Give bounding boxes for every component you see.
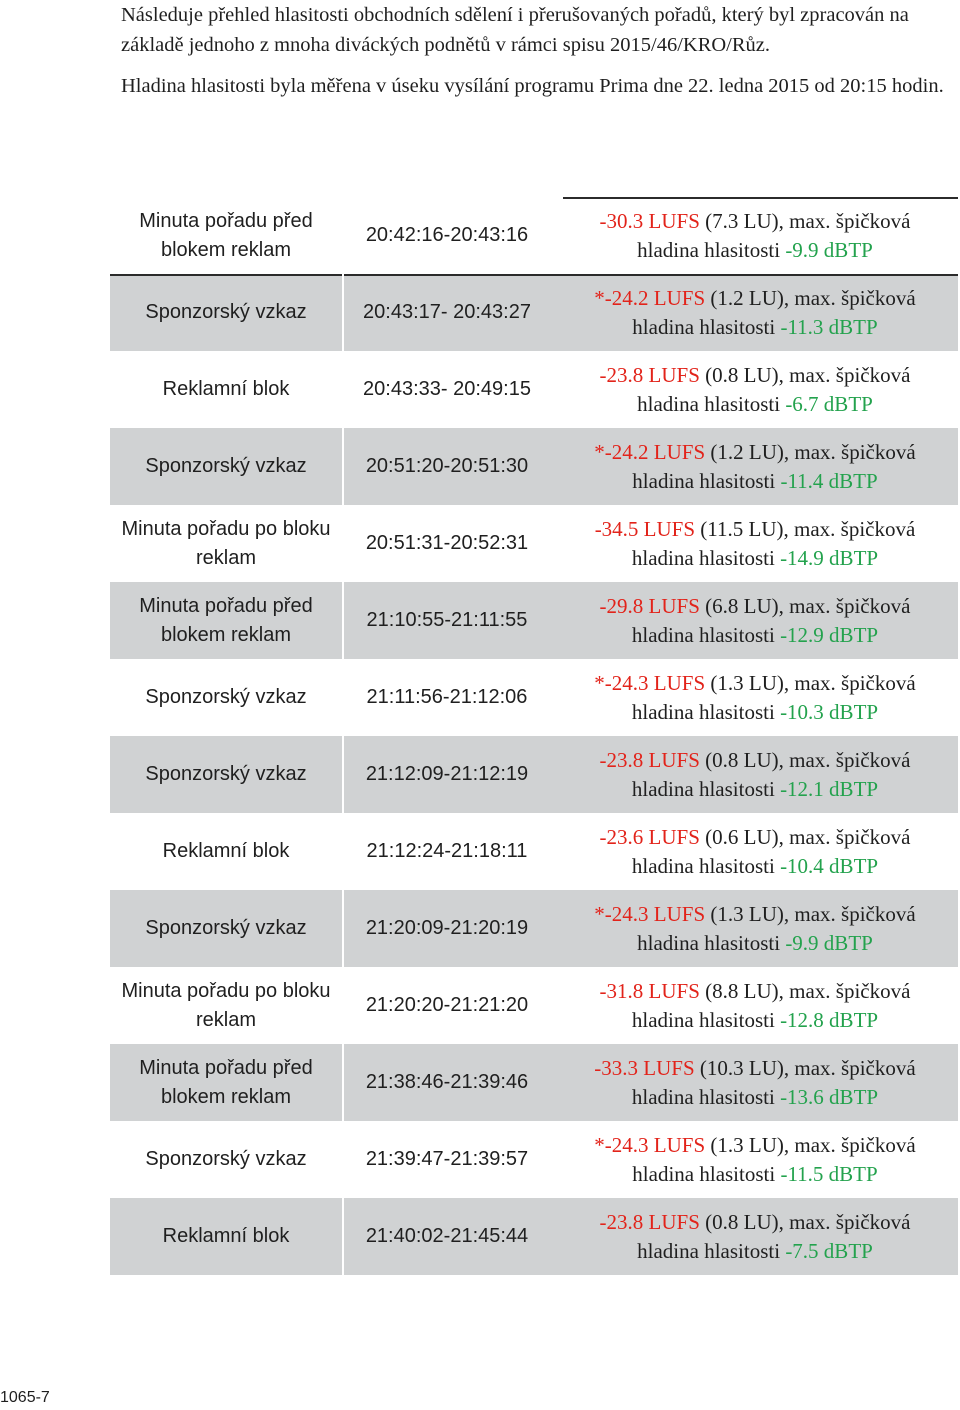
row-loudness <box>552 967 958 1044</box>
peak-value: -12.1 dBTP <box>780 776 879 801</box>
lu-text: (10.3 LU), max. špičková <box>694 1055 916 1080</box>
lu-text: (1.3 LU), max. špičková <box>705 670 916 695</box>
row-label: Sponzorský vzkaz <box>145 455 307 477</box>
row-loudness <box>552 428 958 505</box>
table-row <box>110 967 958 1044</box>
row-loudness <box>552 351 958 428</box>
row-time-range: 20:42:16-20:43:16 <box>365 224 529 246</box>
lufs-value: *-24.3 LUFS <box>594 1132 706 1157</box>
row-label: Reklamní blok <box>162 378 290 400</box>
peak-label: hladina hlasitosti <box>632 1161 781 1186</box>
row-loudness <box>552 1198 958 1275</box>
lufs-value: *-24.3 LUFS <box>594 901 706 926</box>
row-loudness <box>552 813 958 890</box>
peak-label: hladina hlasitosti <box>631 699 781 724</box>
lu-text: (11.5 LU), max. špičková <box>695 516 916 541</box>
peak-label: hladina hlasitosti <box>631 1084 781 1109</box>
row-loudness <box>552 505 958 582</box>
lufs-value: *-24.2 LUFS <box>594 285 706 310</box>
lu-text: (0.8 LU), max. špičková <box>699 747 911 772</box>
row-label: Sponzorský vzkaz <box>145 917 307 939</box>
lufs-value: -34.5 LUFS <box>594 516 696 541</box>
peak-label: hladina hlasitosti <box>631 622 781 647</box>
peak-label: hladina hlasitosti <box>632 314 781 339</box>
lufs-value: -23.8 LUFS <box>599 362 700 387</box>
row-time-range: 21:20:20-21:21:20 <box>365 994 529 1016</box>
table-row <box>110 428 958 505</box>
row-loudness <box>552 659 958 736</box>
peak-value: -12.9 dBTP <box>780 622 879 647</box>
row-label: Sponzorský vzkaz <box>145 301 307 323</box>
lufs-value: *-24.3 LUFS <box>594 670 706 695</box>
peak-value: -10.4 dBTP <box>780 853 879 878</box>
loudness-table <box>110 197 958 1275</box>
page-number: 1065-7 <box>0 1389 50 1406</box>
lu-text: (0.8 LU), max. špičková <box>699 362 911 387</box>
peak-label: hladina hlasitosti <box>632 468 781 493</box>
row-label: Sponzorský vzkaz <box>145 686 307 708</box>
lu-text: (0.8 LU), max. špičková <box>699 1209 911 1234</box>
row-time-range: 20:51:31-20:52:31 <box>365 532 529 554</box>
lu-text: (1.3 LU), max. špičková <box>705 1132 916 1157</box>
table-row <box>110 659 958 736</box>
row-loudness <box>552 736 958 813</box>
lufs-value: -29.8 LUFS <box>599 593 700 618</box>
row-time-range: 20:43:33- 20:49:15 <box>363 378 531 400</box>
table-row <box>110 197 958 274</box>
row-loudness <box>552 197 958 274</box>
table-row <box>110 1198 958 1275</box>
row-time-range: 20:43:17- 20:43:27 <box>363 301 531 323</box>
table-row <box>110 1044 958 1121</box>
lufs-value: -31.8 LUFS <box>599 978 700 1003</box>
peak-value: -11.3 dBTP <box>780 314 878 339</box>
peak-value: -7.5 dBTP <box>785 1238 873 1263</box>
row-time-range: 21:11:56-21:12:06 <box>366 686 528 708</box>
peak-value: -11.4 dBTP <box>780 468 878 493</box>
lu-text: (1.2 LU), max. špičková <box>705 285 916 310</box>
table-row <box>110 351 958 428</box>
row-label: Sponzorský vzkaz <box>145 1148 307 1170</box>
peak-value: -9.9 dBTP <box>785 930 873 955</box>
row-loudness <box>552 582 958 659</box>
row-time-range: 20:51:20-20:51:30 <box>365 455 529 477</box>
peak-label: hladina hlasitosti <box>631 776 781 801</box>
row-time-range: 21:12:09-21:12:19 <box>365 763 529 785</box>
table-row <box>110 890 958 967</box>
intro-paragraph-1: Následuje přehled hlasitosti obchodních sdělení i přerušovaných pořadů, který byl zpracován na základě jednoho z mnoha diváckých podnětů v rámci spisu 2015/46/KRO/Růz. <box>121 4 909 56</box>
row-label: Reklamní blok <box>162 840 290 862</box>
lufs-value: *-24.2 LUFS <box>594 439 706 464</box>
table-row <box>110 582 958 659</box>
row-time-range: 21:40:02-21:45:44 <box>365 1225 529 1247</box>
row-time-range: 21:38:46-21:39:46 <box>365 1071 529 1093</box>
peak-label: hladina hlasitosti <box>631 853 781 878</box>
row-label: Minuta pořadu po bloku reklam <box>121 979 331 1031</box>
table-row <box>110 1121 958 1198</box>
peak-label: hladina hlasitosti <box>637 1238 786 1263</box>
row-label: Minuta pořadu po bloku reklam <box>121 517 331 569</box>
row-label: Minuta pořadu před blokem reklam <box>139 1056 313 1108</box>
lufs-value: -33.3 LUFS <box>594 1055 695 1080</box>
row-label: Minuta pořadu před blokem reklam <box>139 209 313 261</box>
row-time-range: 21:12:24-21:18:11 <box>366 840 528 862</box>
row-time-range: 21:10:55-21:11:55 <box>366 609 528 631</box>
table-row <box>110 505 958 582</box>
peak-label: hladina hlasitosti <box>637 930 786 955</box>
lufs-value: -23.8 LUFS <box>599 747 700 772</box>
peak-value: -12.8 dBTP <box>780 1007 879 1032</box>
peak-label: hladina hlasitosti <box>631 545 781 570</box>
peak-value: -6.7 dBTP <box>785 391 873 416</box>
lu-text: (0.6 LU), max. špičková <box>699 824 911 849</box>
row-loudness <box>552 1121 958 1198</box>
lufs-value: -23.8 LUFS <box>599 1209 700 1234</box>
lu-text: (1.2 LU), max. špičková <box>705 439 916 464</box>
intro-paragraph-2: Hladina hlasitosti byla měřena v úseku vysílání programu Prima dne 22. ledna 2015 od 20:15 hodin. <box>121 75 944 97</box>
peak-value: -9.9 dBTP <box>785 237 873 262</box>
row-time-range: 21:20:09-21:20:19 <box>365 917 529 939</box>
peak-label: hladina hlasitosti <box>637 237 786 262</box>
peak-value: -10.3 dBTP <box>780 699 879 724</box>
row-loudness <box>552 1044 958 1121</box>
row-label: Reklamní blok <box>162 1225 290 1247</box>
peak-value: -11.5 dBTP <box>780 1161 878 1186</box>
lu-text: (1.3 LU), max. špičková <box>705 901 916 926</box>
peak-value: -14.9 dBTP <box>780 545 879 570</box>
lufs-value: -30.3 LUFS <box>599 208 700 233</box>
row-loudness <box>552 274 958 351</box>
table-row <box>110 736 958 813</box>
row-label: Sponzorský vzkaz <box>145 763 307 785</box>
lu-text: (6.8 LU), max. špičková <box>699 593 911 618</box>
peak-label: hladina hlasitosti <box>631 1007 781 1032</box>
table-row <box>110 274 958 351</box>
lu-text: (7.3 LU), max. špičková <box>699 208 911 233</box>
row-time-range: 21:39:47-21:39:57 <box>365 1148 529 1170</box>
table-row <box>110 813 958 890</box>
row-loudness <box>552 890 958 967</box>
lufs-value: -23.6 LUFS <box>599 824 700 849</box>
row-label: Minuta pořadu před blokem reklam <box>139 594 313 646</box>
peak-label: hladina hlasitosti <box>637 391 786 416</box>
peak-value: -13.6 dBTP <box>780 1084 879 1109</box>
lu-text: (8.8 LU), max. špičková <box>699 978 911 1003</box>
